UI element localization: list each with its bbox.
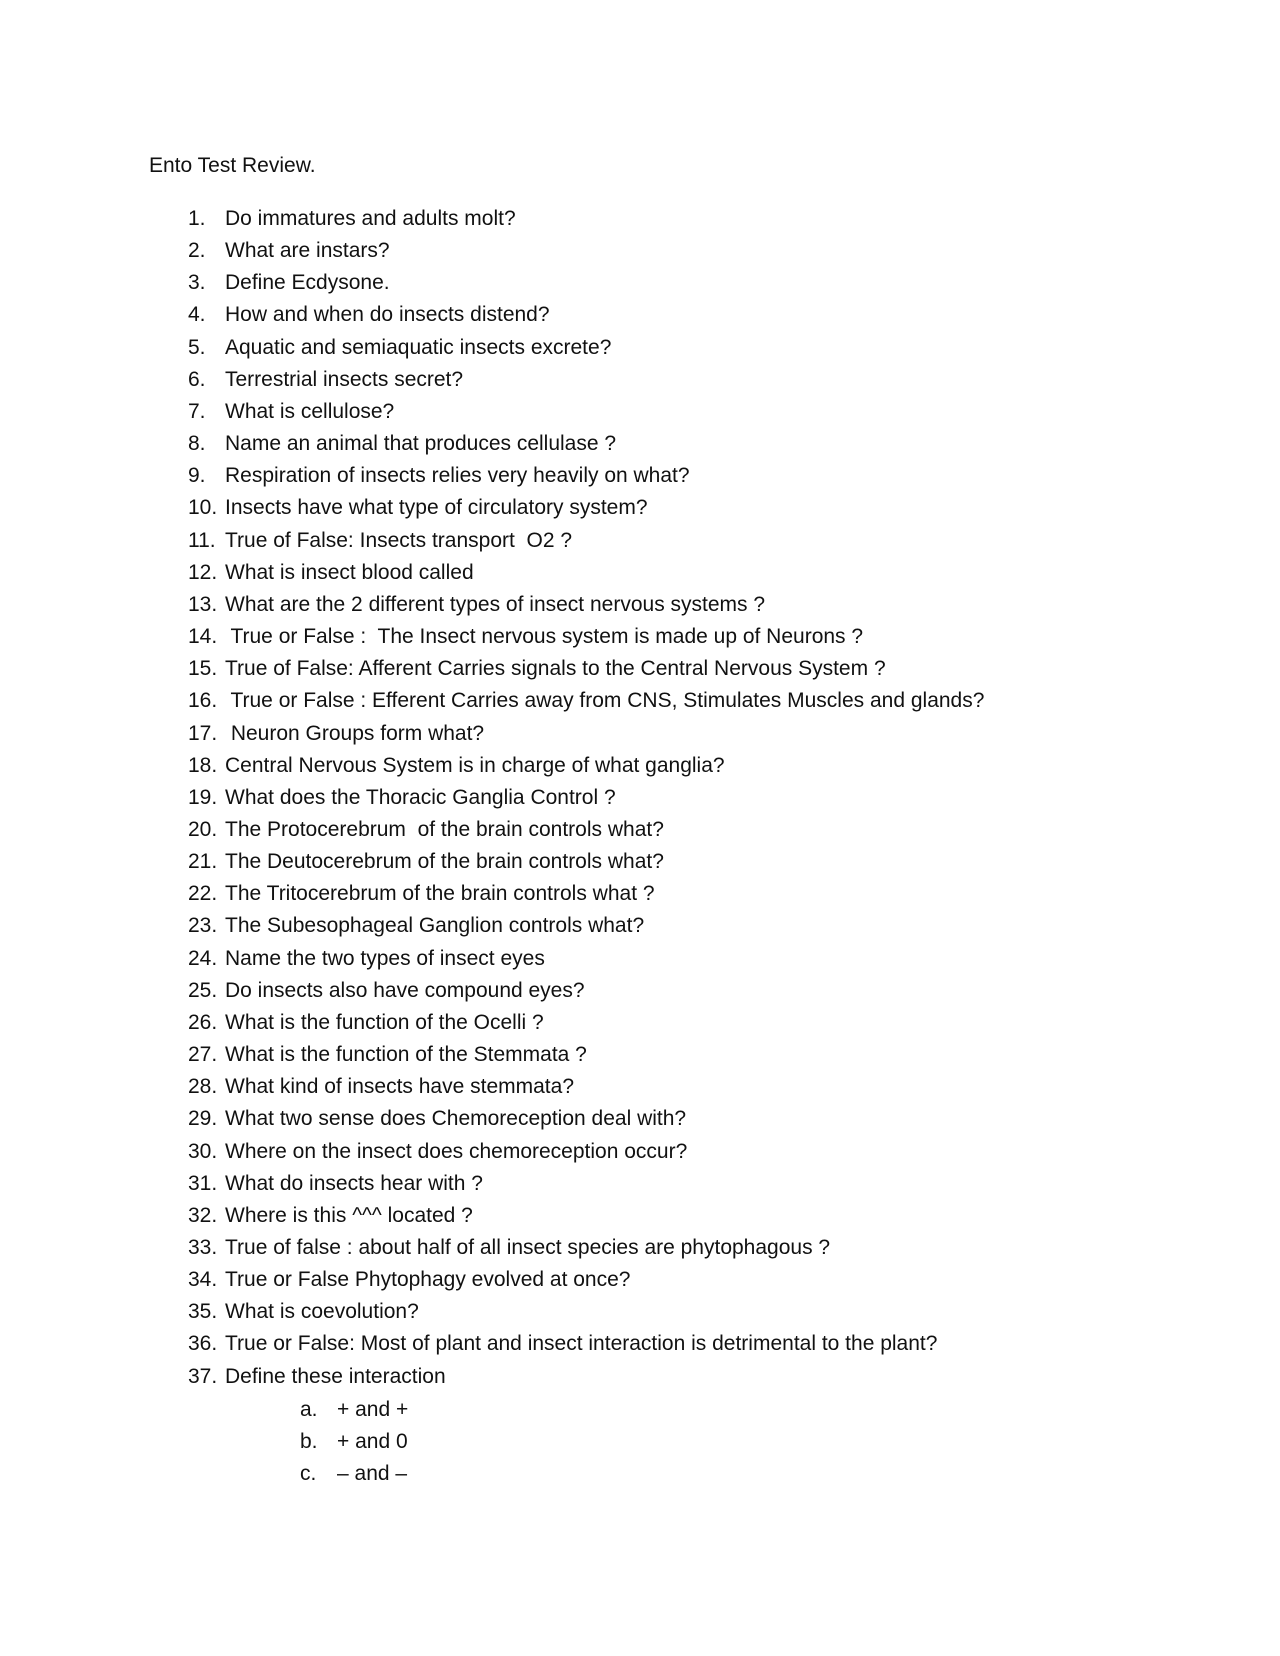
question-text: Insects have what type of circulatory system?: [225, 496, 648, 520]
question-text: True of false : about half of all insect species are phytophagous ?: [225, 1236, 831, 1259]
question-number: 26.: [188, 1010, 218, 1034]
question-number: 6.: [188, 367, 206, 391]
question-number: 33.: [188, 1236, 218, 1259]
question-number: 19.: [188, 785, 218, 809]
question-number: 16.: [188, 689, 218, 713]
question-number: 12.: [188, 560, 218, 584]
question-text: What two sense does Chemoreception deal with?: [225, 1107, 687, 1131]
question-text: What is insect blood called: [225, 560, 474, 584]
question-number: 14.: [188, 625, 218, 649]
question-number: 1.: [188, 207, 206, 230]
sub-item-text: – and –: [337, 1462, 408, 1486]
question-number: 5.: [188, 335, 206, 359]
question-text: What are instars?: [225, 239, 390, 263]
question-text: True or False Phytophagy evolved at once?: [225, 1268, 631, 1292]
question-number: 15.: [188, 657, 218, 681]
question-number: 17.: [188, 721, 218, 745]
question-text: What are the 2 different types of insect nervous systems ?: [225, 592, 766, 616]
question-text: True or False : The Insect nervous system is made up of Neurons ?: [225, 625, 864, 649]
question-number: 9.: [188, 464, 206, 488]
question-text: What do insects hear with ?: [225, 1171, 483, 1195]
question-text: True of False: Afferent Carries signals to the Central Nervous System ?: [225, 657, 886, 681]
question-number: 10.: [188, 496, 218, 520]
question-number: 2.: [188, 239, 206, 263]
question-text: Define these interaction: [225, 1364, 446, 1388]
question-text: What is cellulose?: [225, 399, 395, 423]
question-number: 25.: [188, 978, 218, 1002]
sub-item-text: + and 0: [337, 1430, 408, 1454]
question-number: 35.: [188, 1300, 218, 1324]
question-text: Central Nervous System is in charge of what ganglia?: [225, 753, 725, 777]
question-text: What is coevolution?: [225, 1300, 419, 1324]
question-text: Where is this ^^^ located ?: [225, 1203, 473, 1227]
question-number: 28.: [188, 1075, 218, 1099]
question-text: True or False: Most of plant and insect interaction is detrimental to the plant?: [225, 1332, 938, 1356]
question-number: 11.: [188, 528, 216, 552]
question-number: 32.: [188, 1203, 218, 1227]
question-number: 13.: [188, 592, 218, 616]
question-number: 4.: [188, 303, 206, 327]
question-text: Define Ecdysone.: [225, 271, 390, 295]
document-title: Ento Test Review.: [149, 154, 316, 177]
question-text: What is the function of the Stemmata ?: [225, 1043, 587, 1067]
question-text: What does the Thoracic Ganglia Control ?: [225, 785, 616, 809]
question-text: True of False: Insects transport O2 ?: [225, 528, 573, 552]
question-number: 8.: [188, 432, 206, 456]
question-text: The Subesophageal Ganglion controls what?: [225, 914, 645, 938]
question-number: 31.: [188, 1171, 218, 1195]
sub-item-letter: c.: [300, 1462, 317, 1486]
question-text: The Deutocerebrum of the brain controls what?: [225, 850, 664, 874]
question-text: What kind of insects have stemmata?: [225, 1075, 574, 1099]
question-text: Neuron Groups form what?: [225, 721, 485, 745]
question-text: Respiration of insects relies very heavily on what?: [225, 464, 690, 488]
question-number: 30.: [188, 1139, 218, 1163]
question-number: 24.: [188, 946, 218, 970]
question-number: 36.: [188, 1332, 218, 1356]
sub-item-letter: a.: [300, 1398, 318, 1421]
question-text: Where on the insect does chemoreception occur?: [225, 1139, 688, 1163]
question-number: 21.: [188, 850, 218, 874]
question-number: 20.: [188, 817, 218, 841]
question-number: 34.: [188, 1268, 218, 1292]
question-text: Terrestrial insects secret?: [225, 367, 464, 391]
question-number: 22.: [188, 882, 218, 906]
question-text: Do insects also have compound eyes?: [225, 978, 585, 1002]
sub-item-text: + and +: [337, 1398, 409, 1421]
question-number: 7.: [188, 399, 206, 423]
question-text: Name an animal that produces cellulase ?: [225, 432, 617, 456]
question-text: How and when do insects distend?: [225, 303, 550, 327]
sub-item-letter: b.: [300, 1430, 318, 1454]
question-text: The Protocerebrum of the brain controls what?: [225, 817, 664, 841]
question-number: 3.: [188, 271, 206, 295]
question-text: Do immatures and adults molt?: [225, 207, 516, 230]
question-number: 23.: [188, 914, 218, 938]
question-text: Aquatic and semiaquatic insects excrete?: [225, 335, 612, 359]
question-number: 29.: [188, 1107, 218, 1131]
question-number: 18.: [188, 753, 218, 777]
question-text: True or False : Efferent Carries away from CNS, Stimulates Muscles and glands?: [225, 689, 985, 713]
question-text: Name the two types of insect eyes: [225, 946, 545, 970]
question-text: What is the function of the Ocelli ?: [225, 1010, 544, 1034]
question-number: 27.: [188, 1043, 218, 1067]
question-number: 37.: [188, 1364, 218, 1388]
question-text: The Tritocerebrum of the brain controls what ?: [225, 882, 655, 906]
